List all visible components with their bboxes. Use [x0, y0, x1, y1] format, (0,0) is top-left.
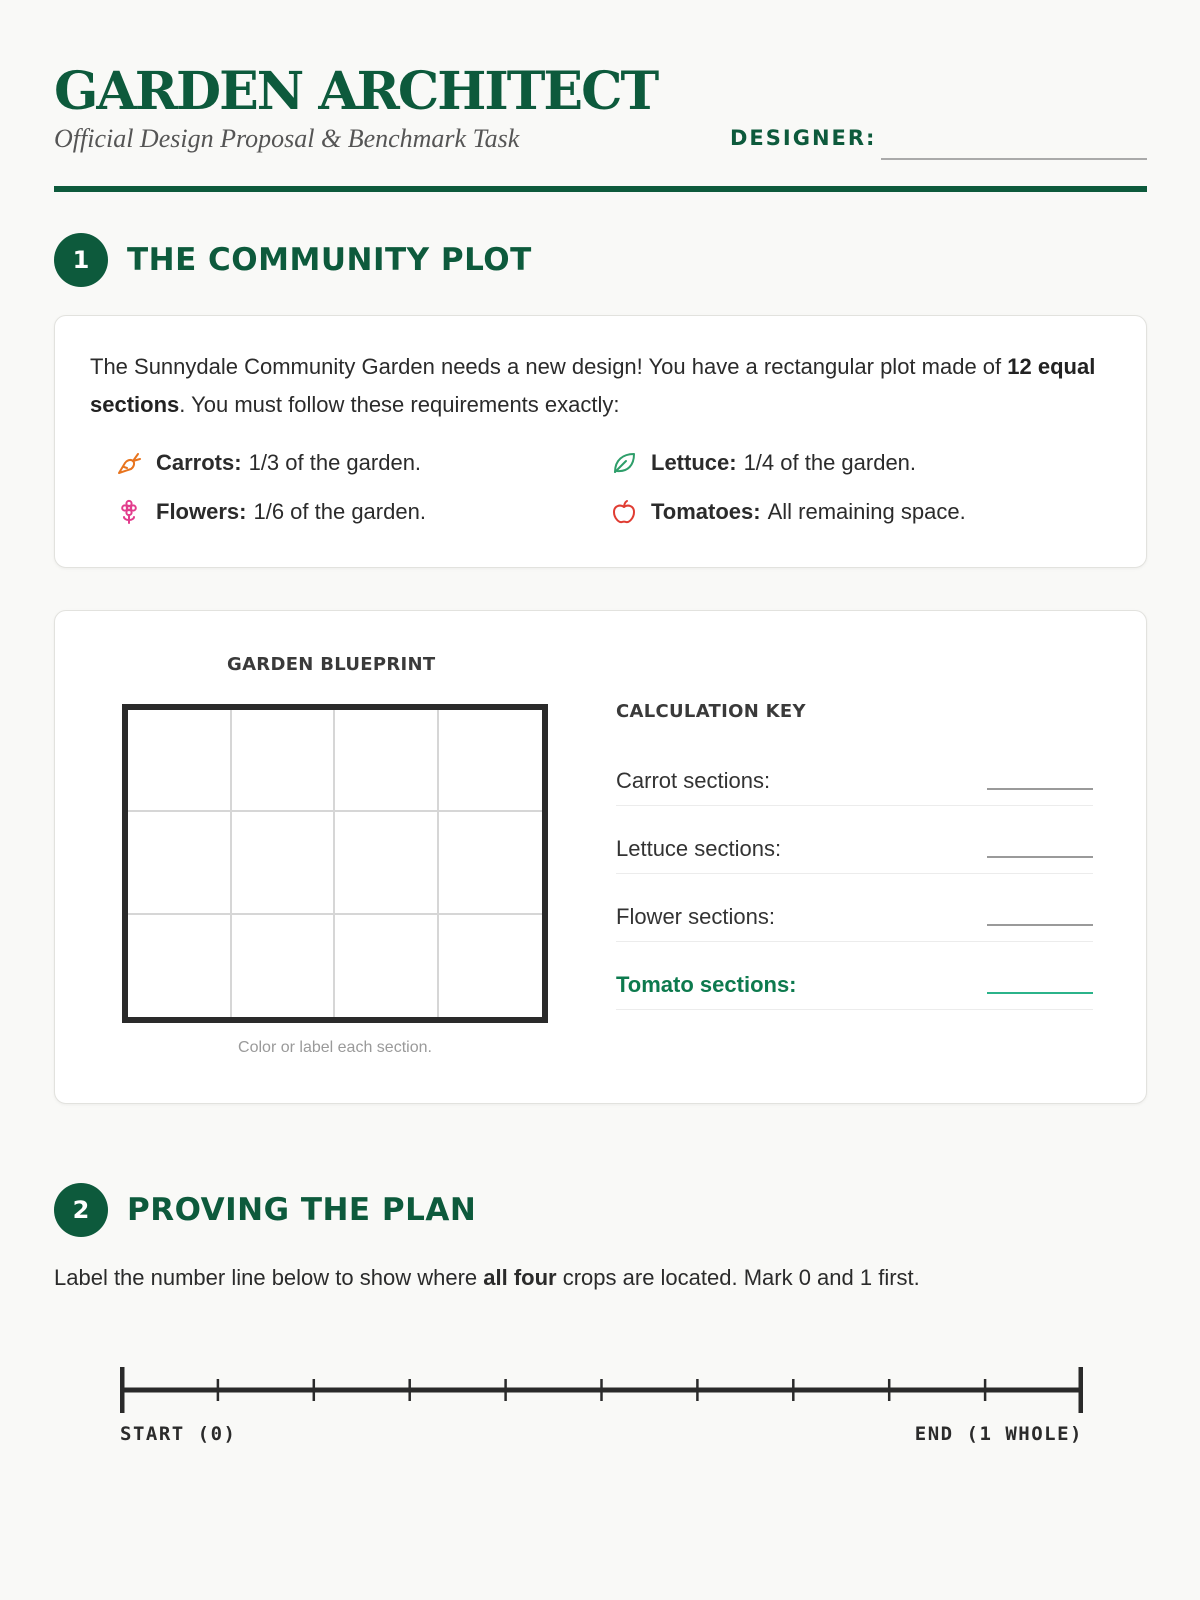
grid-cell[interactable]: [128, 710, 232, 812]
intro-card: [54, 315, 1147, 568]
grid-caption: Color or label each section.: [238, 1039, 432, 1056]
header-divider: [54, 186, 1147, 192]
grid-cell[interactable]: [439, 710, 543, 812]
designer-name-field[interactable]: [881, 158, 1147, 160]
section-title: THE COMMUNITY PLOT: [127, 242, 532, 278]
number-line-graphic: [120, 1365, 1083, 1415]
section-number-badge: 1: [54, 233, 108, 287]
grid-cell[interactable]: [232, 915, 336, 1017]
requirement-carrots: Carrots: 1/3 of the garden.: [116, 448, 421, 478]
section-1-heading: [54, 233, 954, 287]
answer-blank[interactable]: [987, 924, 1093, 926]
answer-blank[interactable]: [987, 992, 1093, 994]
key-label: Flower sections:: [616, 904, 775, 929]
grid-cell[interactable]: [439, 812, 543, 914]
leaf-icon: [611, 450, 637, 476]
key-label: Lettuce sections:: [616, 836, 782, 861]
key-label: Tomato sections:: [616, 972, 797, 997]
grid-cell[interactable]: [128, 915, 232, 1017]
key-row-carrot: [616, 760, 1093, 806]
page-subtitle: Official Design Proposal & Benchmark Task: [54, 124, 520, 153]
page-title: GARDEN ARCHITECT: [54, 61, 658, 122]
key-row-tomato: [616, 964, 1093, 1010]
number-line-instruction: Label the number line below to show where all four crops are located. Mark 0 and 1 first.: [54, 1265, 920, 1290]
carrot-icon: [116, 450, 142, 476]
requirement-flowers: Flowers: 1/6 of the garden.: [116, 497, 426, 527]
flower-icon: [116, 499, 142, 525]
answer-blank[interactable]: [987, 788, 1093, 790]
section-title: PROVING THE PLAN: [127, 1192, 477, 1228]
grid-cell[interactable]: [335, 812, 439, 914]
blueprint-card: [54, 610, 1147, 1104]
grid-cell[interactable]: [335, 915, 439, 1017]
section-number-badge: 2: [54, 1183, 108, 1237]
grid-cell[interactable]: [439, 915, 543, 1017]
grid-cell[interactable]: [232, 710, 336, 812]
intro-paragraph: The Sunnydale Community Garden needs a new design! You have a rectangular plot made of 12 equal sections. You must follow these requirements exactly:: [90, 354, 1096, 417]
section-2-heading: [54, 1183, 954, 1237]
garden-grid: [122, 704, 548, 1023]
grid-cell[interactable]: [128, 812, 232, 914]
designer-label: DESIGNER:: [730, 126, 877, 150]
blueprint-title: GARDEN BLUEPRINT: [227, 654, 436, 675]
apple-icon: [611, 499, 637, 525]
grid-cell[interactable]: [232, 812, 336, 914]
calculation-key-title: CALCULATION KEY: [616, 701, 806, 722]
grid-cell[interactable]: [335, 710, 439, 812]
answer-blank[interactable]: [987, 856, 1093, 858]
start-label: START (0): [120, 1423, 237, 1445]
key-row-lettuce: [616, 828, 1093, 874]
requirement-lettuce: Lettuce: 1/4 of the garden.: [611, 448, 916, 478]
header: [54, 58, 1147, 194]
key-row-flower: [616, 896, 1093, 942]
number-line[interactable]: [120, 1365, 1083, 1455]
end-label: END (1 WHOLE): [914, 1423, 1083, 1445]
key-label: Carrot sections:: [616, 768, 771, 793]
requirement-tomatoes: Tomatoes: All remaining space.: [611, 497, 966, 527]
